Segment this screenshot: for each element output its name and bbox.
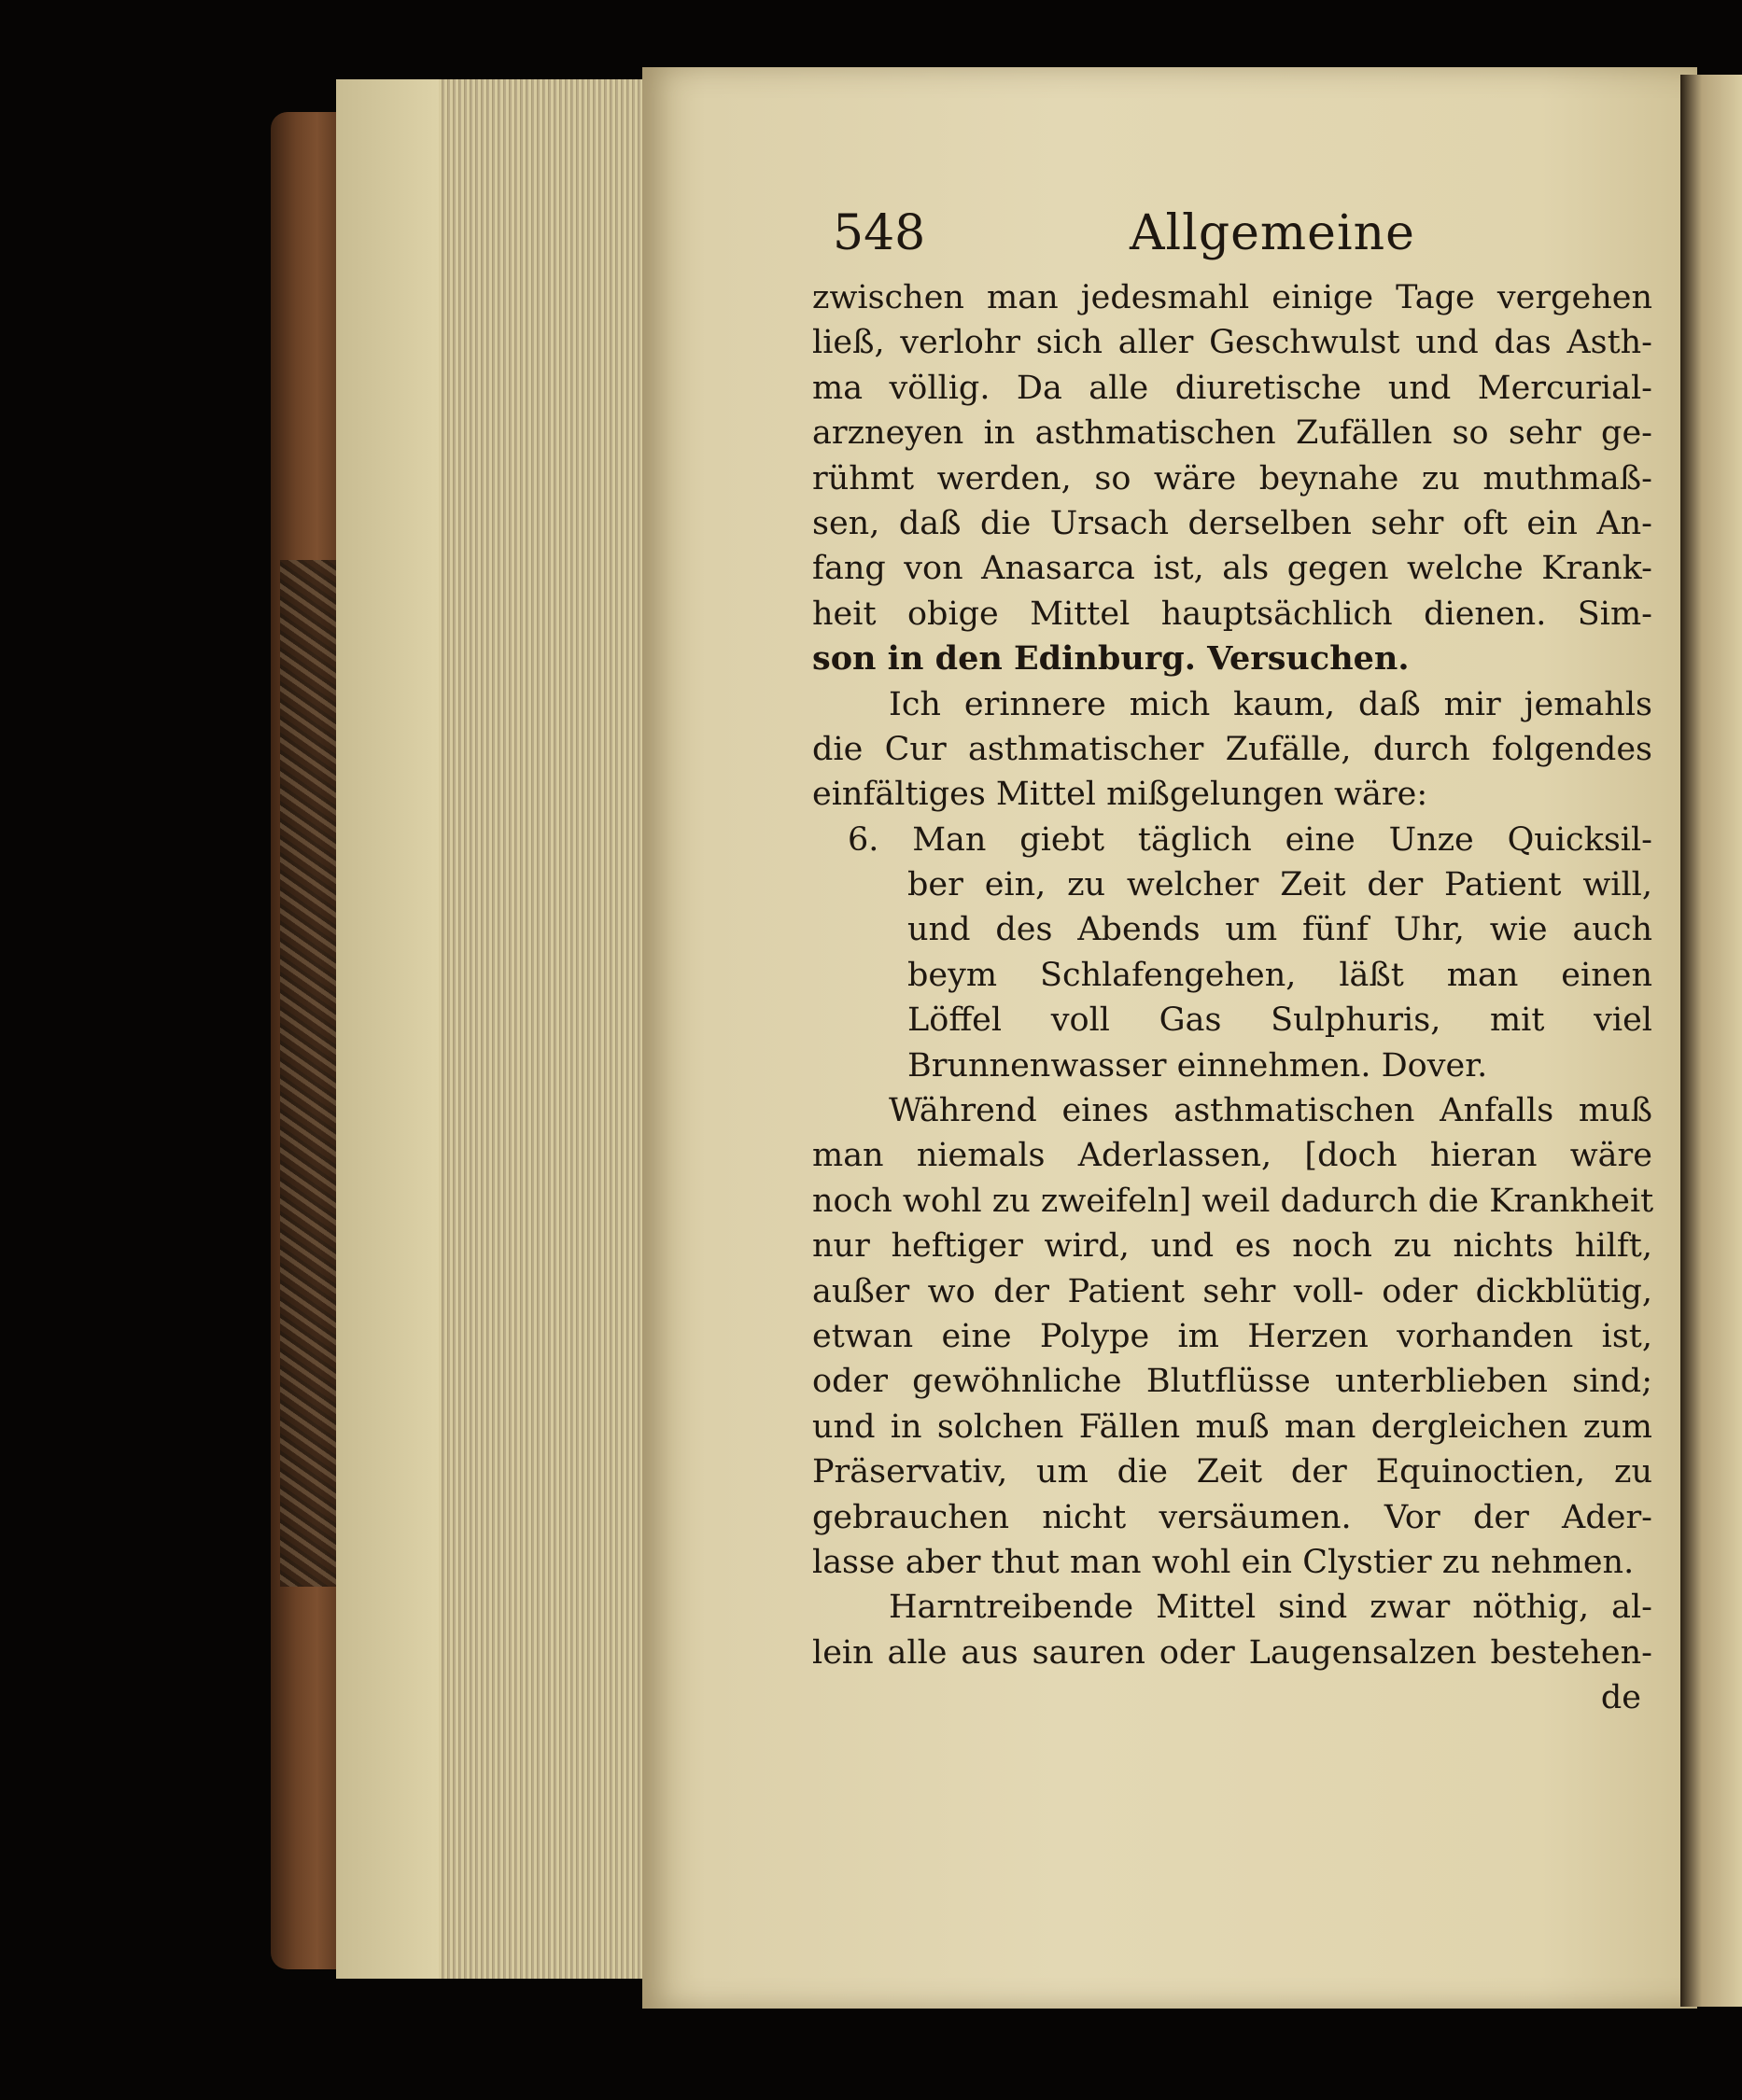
page-block-edges [336,79,644,1979]
text-line: und in solchen Fällen muß man dergleichen zum [812,1407,1652,1446]
text-line: man niemals Aderlassen, [doch hieran wäre [812,1137,1652,1175]
page-text [812,191,1652,1720]
text-line: ließ, verlohr sich aller Geschwulst und das Asth- [812,324,1652,362]
text-line: arzneyen in asthmatischen Zufällen so sehr ge- [812,414,1652,453]
text-line: sen, daß die Ursach derselben sehr oft ein An- [812,504,1652,542]
text-line: gebrauchen nicht versäumen. Vor der Ader- [812,1498,1652,1536]
text-line: noch wohl zu zweifeln] weil dadurch die Krankheit [812,1182,1654,1220]
text-line: heit obige Mittel hauptsächlich dienen. Sim- [812,595,1652,633]
running-head [812,191,1652,275]
facing-page-edge [1680,75,1742,2007]
text-line: nur heftiger wird, und es noch zu nichts hilft, [812,1227,1652,1266]
text-line: fang von Anasarca ist, als gegen welche Krank- [812,550,1652,588]
text-line: lein alle aus sauren oder Laugensalzen bestehen- [812,1633,1652,1672]
page-number: 548 [833,205,926,261]
text-line: Während eines asthmatischen Anfalls muß [889,1092,1652,1130]
text-line: etwan eine Polype im Herzen vorhanden ist, [812,1317,1652,1355]
text-line: Ich erinnere mich kaum, daß mir jemahls [889,685,1652,723]
text-line: son in den Edinburg. Versuchen. [812,639,1410,679]
recipe-line: Brunnenwasser einnehmen. Dover. [907,1046,1488,1085]
text-line: lasse aber thut man wohl ein Clystier zu nehmen. [812,1543,1635,1581]
recipe-line: 6. Man giebt täglich eine Unze Quicksil- [848,820,1652,859]
recipe-line: und des Abends um fünf Uhr, wie auch [907,911,1652,949]
catchword: de [1600,1679,1641,1717]
text-line: die Cur asthmatischer Zufälle, durch folgendes [812,730,1652,768]
text-line: einfältiges Mittel mißgelungen wäre: [812,776,1428,814]
running-title: Allgemeine [1130,205,1415,261]
text-line: rühmt werden, so wäre beynahe zu muthmaß- [812,459,1652,497]
text-line: ma völlig. Da alle diuretische und Mercurial- [812,369,1652,407]
text-line: zwischen man jedesmahl einige Tage vergehen [812,279,1652,316]
text-line: Harntreibende Mittel sind zwar nöthig, al- [889,1589,1652,1627]
recipe-line: ber ein, zu welcher Zeit der Patient will, [907,866,1652,904]
text-line: Präservativ, um die Zeit der Equinoctien, zu [812,1453,1652,1491]
recipe-line: Löffel voll Gas Sulphuris, mit viel [907,1001,1652,1040]
recipe-line: beym Schlafengehen, läßt man einen [907,956,1652,994]
text-line: oder gewöhnliche Blutflüsse unterblieben sind; [812,1363,1652,1401]
text-line: außer wo der Patient sehr voll- oder dickblütig, [812,1272,1652,1310]
